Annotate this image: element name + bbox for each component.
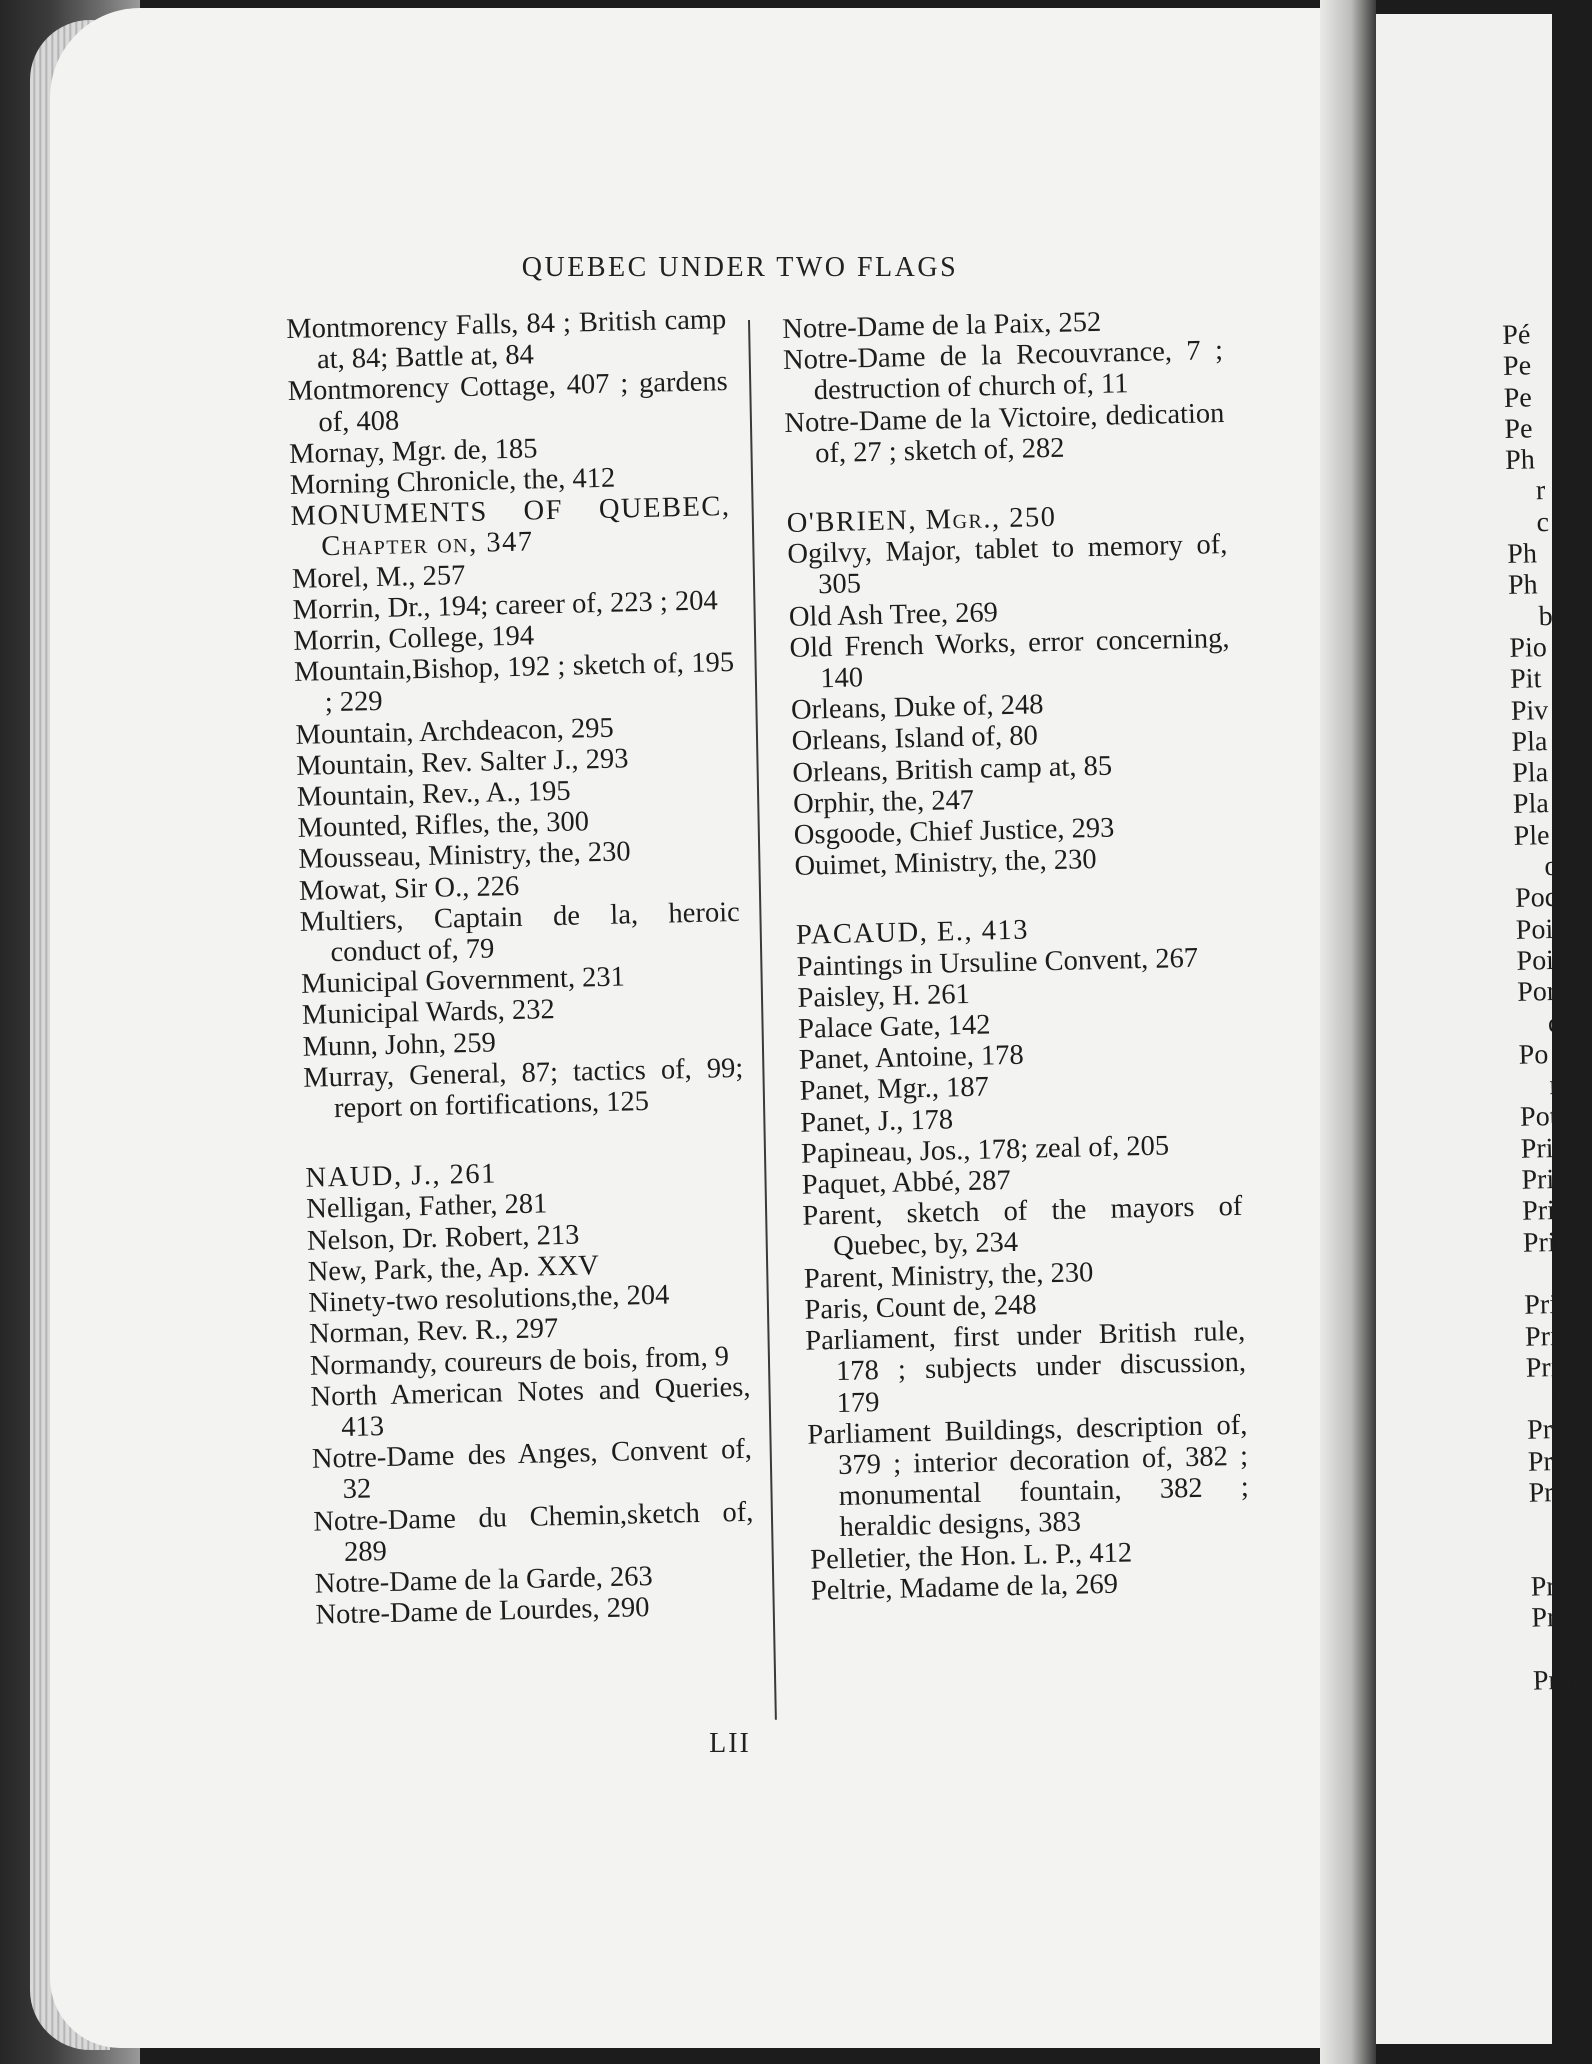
fragment-line: Prin [1525, 1351, 1573, 1384]
index-entry: North American Notes and Queries, 413 [310, 1371, 751, 1443]
fragment-line: Pla [1512, 788, 1550, 821]
index-entry: Parent, sketch of the mayors of Quebec, by, 234 [802, 1191, 1243, 1263]
index-entry: Orphir, the, 247 [792, 784, 975, 820]
fragment-line: Piv [1510, 694, 1549, 727]
index-entry: Peltrie, Madame de la, 269 [810, 1568, 1119, 1607]
index-entry: Morning Chronicle, the, 412 [289, 462, 616, 501]
index-entry-section-start: PACAUD, E., 413 [795, 915, 1030, 952]
index-entry: Notre-Dame de la Paix, 252 [782, 306, 1102, 345]
index-entry: Notre-Dame de Lourdes, 290 [315, 1592, 650, 1631]
index-entry: Montmorency Cottage, 407 ; gardens of, 408 [287, 366, 729, 438]
fragment-line: Pio [1509, 632, 1548, 664]
fragment-line: Q [1556, 1382, 1578, 1415]
fragment-line: Ph [1504, 444, 1536, 477]
fragment-line: Prin [1524, 1320, 1573, 1353]
index-entry: Parliament, first under British rule, 178 ; subjects under discussion, 179 [804, 1315, 1247, 1419]
index-entry: Nelligan, Father, 281 [305, 1188, 548, 1226]
fragment-line: Pé [1502, 319, 1531, 351]
fragment-line: Poi [1516, 944, 1555, 977]
index-entry: Parent, Ministry, the, 230 [803, 1256, 1094, 1295]
index-column-right [782, 304, 1251, 1607]
fragment-line: Poi [1515, 913, 1554, 946]
index-entry: Morrin, College, 194 [293, 620, 535, 657]
fragment-line: o [1544, 850, 1559, 883]
fragment-line: Prin [1522, 1226, 1570, 1259]
index-entry: Parliament Buildings, description of, 379 ; interior decoration of, 382 ; monumental fountain, 382 ; heraldic designs, 383 [807, 1409, 1250, 1544]
index-entry: New, Park, the, Ap. XXV [307, 1250, 600, 1288]
index-entry-section-start: O'BRIEN, Mgr., 250 [786, 501, 1057, 539]
book-gutter [1320, 0, 1376, 2064]
index-entry: Norman, Rev. R., 297 [308, 1313, 559, 1351]
index-entry: Mousseau, Ministry, the, 230 [298, 836, 631, 876]
fragment-line: th [1553, 1257, 1576, 1289]
fragment-line: Pris [1526, 1414, 1572, 1447]
index-entry: Old French Works, error concerning, 140 [789, 622, 1230, 695]
fragment-line: Pe [1502, 350, 1532, 383]
index-entry: Ogilvy, Major, tablet to memory of, 305 [787, 529, 1228, 601]
running-head: QUEBEC UNDER TWO FLAGS [521, 252, 959, 283]
fragment-line: Pric [1521, 1163, 1567, 1196]
index-entry: Normandy, coureurs de bois, from, 9 [309, 1340, 730, 1382]
fragment-line: Prot [1530, 1570, 1578, 1603]
index-entry: Orleans, British camp at, 85 [792, 750, 1113, 789]
index-entry: Murray, General, 87; tactics of, 99; report on fortifications, 125 [302, 1052, 744, 1125]
index-entry: Munn, John, 259 [302, 1027, 497, 1063]
fragment-line: Po [1518, 1038, 1549, 1071]
index-entry: Mounted, Rifles, the, 300 [297, 806, 590, 845]
index-entry: Paquet, Abbé, 287 [801, 1165, 1012, 1201]
fragment-line: Prin [1524, 1288, 1572, 1321]
index-entry: Mowat, Sir O., 226 [298, 870, 520, 907]
fragment-line: Pe [1504, 413, 1533, 445]
fragment-line: Pit [1509, 663, 1542, 696]
index-entry: Municipal Wards, 232 [301, 994, 556, 1032]
index-entry: Paintings in Ursuline Convent, 267 [796, 942, 1199, 983]
fragment-line: Q [1563, 1695, 1585, 1728]
index-entry: Pelletier, the Hon. L. P., 412 [809, 1536, 1133, 1576]
index-entry: Notre-Dame de la Recouvrance, 7 ; destruction of church of, 11 [782, 335, 1224, 407]
fragment-line: Pla [1511, 757, 1549, 790]
index-entry: Osgoode, Chief Justice, 293 [793, 812, 1115, 851]
index-entry: Mountain, Rev. Salter J., 293 [295, 743, 629, 782]
fragment-line: Prot [1531, 1601, 1579, 1634]
index-entry: Palace Gate, 142 [797, 1009, 991, 1045]
fragment-line: r [1535, 475, 1546, 507]
fragment-line: c [1536, 506, 1550, 539]
index-entry: Morrin, Dr., 194; career of, 223 ; 204 [292, 585, 718, 626]
fragment-line: b [1538, 600, 1554, 632]
index-entry: Notre-Dame des Anges, Convent of, 32 [311, 1433, 753, 1506]
fragment-line: Pric [1520, 1132, 1567, 1165]
fragment-line: Pror [1528, 1476, 1578, 1509]
fragment-line: Pla [1511, 725, 1548, 758]
index-entry: Orleans, Duke of, 248 [790, 689, 1044, 727]
index-entry: Papineau, Jos., 178; zeal of, 205 [800, 1130, 1170, 1170]
fragment-line: Ph [1507, 569, 1538, 602]
index-entry: Montmorency Falls, 84 ; British camp at, 84; Battle at, 84 [286, 304, 727, 376]
index-column-left [286, 304, 756, 1631]
index-entry: Paisley, H. 261 [797, 978, 971, 1014]
index-entry: Mountain, Rev., A., 195 [296, 775, 571, 813]
index-entry: Paris, Count de, 248 [804, 1289, 1037, 1326]
index-entry: Notre-Dame de la Victoire, dedication of, 27 ; sketch of, 282 [784, 397, 1225, 470]
index-entry: Mountain,Bishop, 192 ; sketch of, 195 ; 229 [293, 647, 735, 719]
index-entry: Mountain, Archdeacon, 295 [295, 712, 615, 751]
index-entry: Orleans, Island of, 80 [791, 720, 1039, 758]
index-entry: Morel, M., 257 [291, 559, 466, 595]
index-entry: Panet, Antoine, 178 [798, 1039, 1025, 1077]
index-entry: Notre-Dame du Chemin,sketch of, 289 [313, 1496, 754, 1568]
index-entry: Panet, J., 178 [800, 1104, 954, 1139]
index-entry: Ouimet, Ministry, the, 230 [794, 844, 1097, 883]
fragment-line: u [1558, 1507, 1574, 1540]
fragment-line: Ple [1513, 819, 1550, 852]
fragment-line: 3o [1559, 1538, 1589, 1571]
fragment-line: r [1549, 1070, 1560, 1102]
index-entry: Municipal Government, 231 [300, 961, 626, 1001]
index-entry-chapter: MONUMENTS OF QUEBEC, Chapter on, 347 [290, 491, 731, 563]
fragment-line: Poc [1514, 882, 1558, 915]
index-entry: Old Ash Tree, 269 [788, 596, 999, 633]
index-entry: Mornay, Mgr. de, 185 [288, 433, 538, 470]
fragment-line: Ph [1506, 538, 1538, 571]
fragment-line: Pot [1519, 1101, 1558, 1134]
fragment-line: cu [1561, 1632, 1589, 1665]
index-entry: Notre-Dame de la Garde, 263 [314, 1560, 653, 1600]
index-entry: Ninety-two resolutions,the, 204 [308, 1279, 670, 1319]
fragment-line: c [1547, 1007, 1561, 1039]
fragment-line: Proc [1527, 1445, 1580, 1478]
index-entry-section-start: NAUD, J., 261 [305, 1158, 498, 1195]
fragment-line: Pe [1503, 381, 1533, 414]
index-entry: Panet, Mgr., 187 [799, 1071, 990, 1108]
index-entry: Nelson, Dr. Robert, 213 [306, 1219, 580, 1257]
page-number: LII [709, 1728, 751, 1759]
fragment-line: Pric [1521, 1195, 1568, 1228]
fragment-line: Prot [1532, 1664, 1580, 1697]
index-entry: Multiers, Captain de la, heroic conduct of, 79 [299, 896, 741, 969]
fragment-line: Por [1516, 976, 1557, 1009]
